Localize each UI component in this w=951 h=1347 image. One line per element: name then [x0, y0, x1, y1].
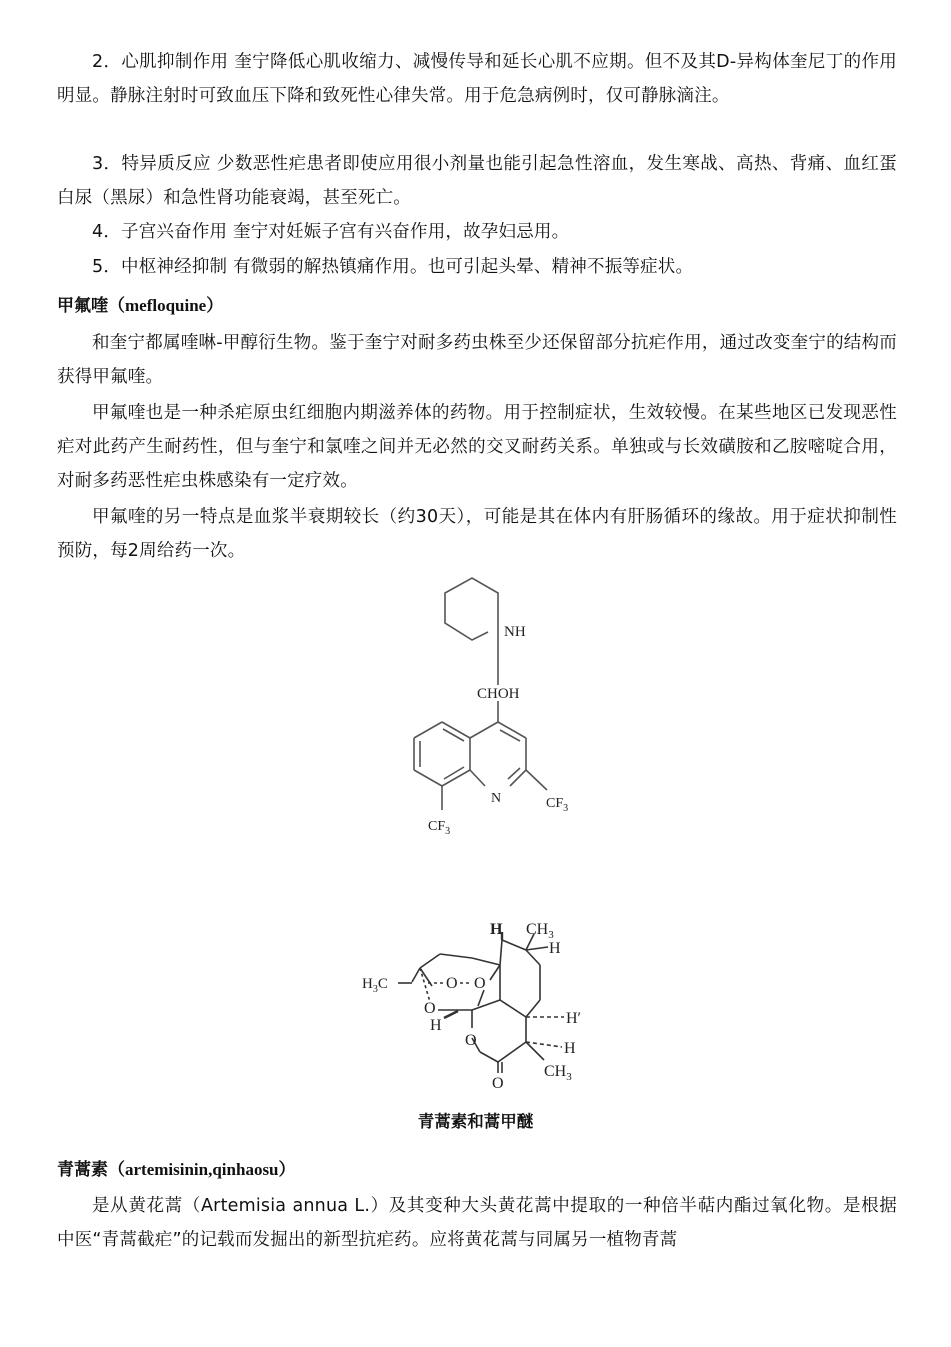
artemisinin-h3c-sub: 3 [372, 984, 378, 995]
cf3-benzo-label [428, 819, 450, 837]
artemisinin-h3c-h: H [362, 976, 373, 992]
mefloquine-structure-figure [340, 568, 616, 890]
nh-label: NH [504, 624, 526, 640]
figure-caption: 青蒿素和蒿甲醚 [417, 1112, 534, 1131]
artemisinin-ch3-lower-ch: CH [544, 1063, 567, 1080]
paragraph-uterine-stimulation: 4．子宫兴奋作用 奎宁对妊娠子宫有兴奋作用，故孕妇忌用。 [92, 222, 570, 242]
artemisinin-ch3-lower-sub: 3 [566, 1071, 572, 1083]
heading-mefloquine-en: （mefloquine） [108, 296, 224, 315]
heading-artemisinin [57, 1156, 296, 1184]
cf3-benzo-sub: 3 [445, 826, 451, 837]
n-label: N [491, 791, 502, 806]
heading-artemisinin-cn: 青蒿素 [57, 1160, 108, 1180]
artemisinin-ch3-top [526, 921, 554, 941]
paragraph-artemisinin-intro: 是从黄花蒿（Artemisia annua L.）及其变种大头黄花蒿中提取的一种倍半萜内酯过氧化物。是根据中医“青蒿截疟”的记载而发掘出的新型抗疟药。应将黄花蒿与同属另一植物青蒿 [57, 1196, 897, 1250]
artemisinin-h3c-c: C [377, 976, 388, 992]
artemisinin-o-carbonyl: O [492, 1075, 504, 1092]
artemisinin-o-lactone: O [465, 1032, 477, 1049]
artemisinin-h3c [362, 976, 388, 995]
paragraph-mefloquine-action: 甲氟喹也是一种杀疟原虫红细胞内期滋养体的药物。用于控制症状，生效较慢。在某些地区已发现恶性疟对此药产生耐药性，但与奎宁和氯喹之间并无必然的交叉耐药关系。单独或与长效磺胺和乙胺嘧啶合用，对耐多药恶性疟虫株感染有一定疗效。 [57, 403, 897, 491]
cf3-ring-cf: CF [546, 796, 564, 811]
artemisinin-structure-figure [340, 910, 616, 1105]
artemisinin-h-prime: H′ [566, 1010, 582, 1027]
paragraph-cardiac-depression: 2．心肌抑制作用 奎宁降低心肌收缩力、减慢传导和延长心肌不应期。但不及其D-异构体奎尼丁的作用明显。静脉注射时可致血压下降和致死性心律失常。用于危急病例时，仅可静脉滴注。 [57, 52, 897, 106]
artemisinin-h-left: H [430, 1017, 442, 1034]
artemisinin-o-1: O [446, 975, 458, 992]
artemisinin-h-right-top: H [549, 940, 561, 957]
paragraph-mefloquine-origin: 和奎宁都属喹啉-甲醇衍生物。鉴于奎宁对耐多药虫株至少还保留部分抗疟作用，通过改变奎宁的结构而获得甲氟喹。 [57, 333, 897, 387]
artemisinin-ch3-lower [544, 1063, 572, 1083]
cf3-ring-sub: 3 [563, 803, 569, 814]
cf3-ring-label [546, 796, 568, 814]
heading-artemisinin-en: （artemisinin,qinhaosu） [108, 1160, 296, 1179]
mefloquine-structure [340, 568, 616, 890]
artemisinin-structure [340, 910, 616, 1105]
paragraph-idiosyncratic-reaction: 3．特异质反应 少数恶性疟患者即使应用很小剂量也能引起急性溶血，发生寒战、高热、背痛、血红蛋白尿（黑尿）和急性肾功能衰竭，甚至死亡。 [57, 154, 897, 208]
artemisinin-ch3-top-sub: 3 [548, 929, 554, 941]
artemisinin-o-3: O [424, 1000, 436, 1017]
artemisinin-h-top: H [490, 921, 503, 938]
artemisinin-o-2: O [474, 975, 486, 992]
heading-mefloquine [57, 292, 223, 320]
cf3-benzo-cf: CF [428, 819, 446, 834]
heading-mefloquine-cn: 甲氟喹 [57, 296, 108, 316]
artemisinin-h-lower: H [564, 1040, 576, 1057]
paragraph-cns-depression: 5．中枢神经抑制 有微弱的解热镇痛作用。也可引起头晕、精神不振等症状。 [92, 257, 694, 277]
paragraph-mefloquine-halflife: 甲氟喹的另一特点是血浆半衰期较长（约30天），可能是其在体内有肝肠循环的缘故。用于症状抑制性预防，每2周给药一次。 [57, 507, 897, 561]
choh-label: CHOH [477, 686, 520, 702]
artemisinin-ch3-top-ch: CH [526, 921, 549, 938]
